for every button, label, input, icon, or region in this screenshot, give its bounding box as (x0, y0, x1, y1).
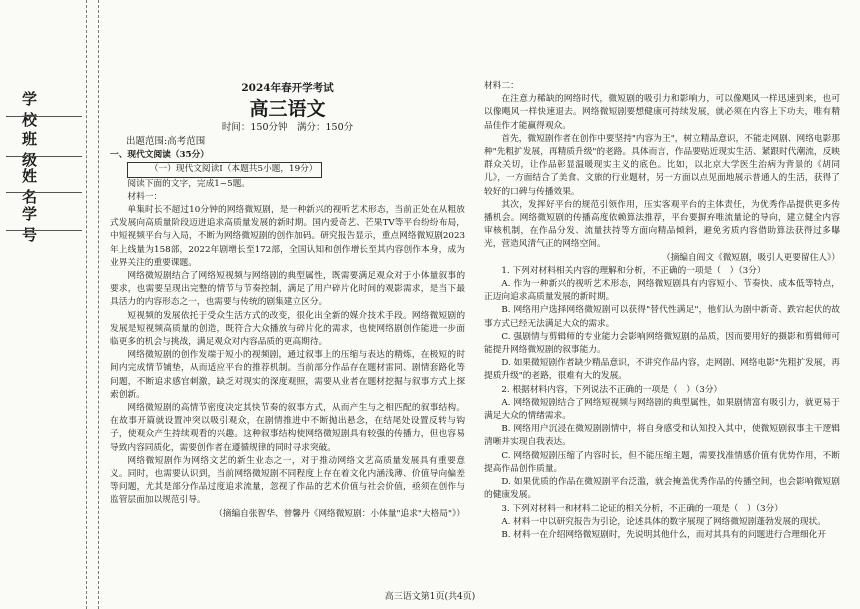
answer-option: B. 网络用户选择网络微短剧可以获得"替代性满足"，他们认为剧中新奇、跌宕起伏的故事方式已经无法满足大众的需求。 (484, 305, 840, 329)
section-heading: 一、现代文阅读（35分） (110, 150, 209, 161)
question-stem: 2. 根据材料内容，下列说法不正确的一项是（ ）（3分） (501, 384, 723, 395)
question-stem: 1. 下列对材料相关内容的理解和分析，不正确的一项是（ ）（3分） (501, 265, 766, 276)
student-id-label: 学 号 (22, 205, 43, 244)
exam-info: 时间：150分钟 满分：150分 (221, 122, 354, 134)
subsection-heading: （一）现代文阅读Ⅰ（本题共5小题，19分） (110, 162, 465, 177)
passage-paragraph: 网络微短剧的高情节密度决定其快节奏的叙事方式，从而产生与之相匹配的叙事结构。在故事开篇就设置冲突以吸引观众，在剧情推进中不断抛出悬念，在结尾处设置反转与钩子，使观众产生持续观看的兴趣。这种叙事结构使网络微短剧具有较强的传播力，但也容易导致内容同质化，需要创作者在遵循规律的同时寻求突破。 (110, 403, 465, 453)
answer-option: A. 作为一种新兴的视听艺术形态，网络微短剧具有内容短小、节奏快、成本低等特点，正迈向追求高质量发展的新时期。 (484, 279, 840, 303)
source-citation: （摘编自张智华、曾馨丹《网络微短剧：小体量"追求"大格局"》） (214, 508, 465, 519)
passage-paragraph: 首先，微短剧作者在创作中要坚持"内容为王"，树立精品意识，不能走网剧、网络电影那种"先粗扩发展，再精质升级"的老路。具体而言，作品要贴近现实生活、紧跟时代潮流，反映群众关切，让作品彰显温暖现实主义的底色。比如，以北京大学医生治病为背景的《胡同儿》，一方面结合了美食、文旅的行业题材，另一方面以点见面地展示普通人的生活，获得了较好的口碑与传播效果。 (484, 133, 840, 197)
exam-scope: 出题范围:高考范围 (126, 136, 206, 148)
name-label: 姓 名 (22, 167, 43, 206)
divider (6, 192, 82, 193)
passage-paragraph: 短视频的发展依托于受众生活方式的改变，很化出全新的媒介技术手段。网络微短剧的发展是短视频高质量的创造，既符合大众播放与碎片化的需求，也使网络剧创作能进一步面临更多的机会与挑战，满足观众对内容品质的更高期待。 (110, 310, 465, 348)
material-label: 材料二： (484, 81, 519, 91)
school-label: 学 校 (22, 90, 43, 129)
binding-line (86, 0, 87, 609)
passage-paragraph: 其次，发挥好平台的规范引领作用，压实客观平台的主体责任，为优秀作品提供更多传播机会。网络微短剧的传播高度依赖算法推荐，平台要摒弃唯流量论的导向，建立健全内容审核机制，在作品分发、流量扶持等方面向精品倾斜，避免劣质内容借助算法获得过多曝光，营造风清气正的网络空间。 (484, 199, 840, 250)
answer-option: B. 材料一在介绍网络微短剧时，先说明其他什么，而对其具有的问题进行合理细化开 (501, 529, 827, 540)
binding-line (98, 0, 99, 609)
answer-option: B. 网络用户沉浸在微短剧剧情中，将自身感受和认知投入其中，使微短剧叙事主干逻辑清晰并实现自我表达。 (484, 424, 840, 448)
answer-option: C. 强剧情与剪辑师的专业能力会影响网络微短剧的品质，因而要用好的摄影和剪辑师可能提升网络微短剧的叙事能力。 (484, 331, 840, 356)
subject-title: 高三语文 (249, 98, 326, 121)
divider (6, 116, 82, 117)
divider (6, 230, 82, 231)
passage-paragraph: 单集时长不超过10分钟的网络微短剧，是一种新兴的视听艺术形态，当前正处在从粗放式发展向高质量阶段迈进追求高质量发展的新时期。国内爱奇艺、芒果TV等平台纷纷布局，中短视频平台与入局，不断为网络微短剧的创作加码。研究报告显示，重点网络微短剧2023年上线量为158部，2022年剧增长至172部，全国认知和创作增长至其内容创作本身，成为业界关注的重要课题。 (110, 205, 465, 268)
page-footer: 高三语文第1页(共4页) (384, 592, 476, 602)
answer-option: D. 如果优质的作品在微短剧平台泛滥，就会掩盖优秀作品的传播空间，也会影响微短剧的健康发展。 (484, 477, 840, 501)
class-label: 班 级 (22, 130, 43, 169)
answer-option: A. 网络微短剧结合了网络短视频与网络剧的典型属性，如果剧情富有吸引力，就更易于满足大众的情绪需求。 (484, 397, 840, 422)
material-label: 材料一： (127, 191, 163, 202)
answer-option: D. 如果微短剧作者缺少精品意识，不讲究作品内容，走网剧、网络电影"先粗扩发展，再提质升级"的老路，很难有大的发展。 (484, 358, 840, 382)
passage-paragraph: 在注意力稀缺的网络时代，微短剧的吸引力和影响力，可以像飓风一样迅速到来，也可以像飓风一样快速退去。网络微短剧要想健康可持续发展，就必须在内容上下功夫，唯有精品佳作才能赢得观众。 (484, 94, 840, 131)
exam-title: 2024年春开学考试 (241, 82, 334, 94)
instruction: 阅读下面的文字，完成1~5题。 (127, 178, 250, 189)
passage-paragraph: 网络微短剧的创作发端于短小的视频剧，通过叙事上的压缩与表达的精炼，在极短的时间内完成情节铺垫，从而适应平台的推荐机制。当前部分作品存在题材雷同、剧情套路化等问题，不断追求感官刺激，缺乏对现实的深度观照，需要从业者在题材挖掘与叙事方式上探索创新。 (110, 350, 465, 400)
divider (6, 156, 82, 157)
question-stem: 3. 下列对材料一和材料二论证的相关分析，不正确的一项是（ ）（3分） (501, 503, 783, 514)
binding-sidebar (0, 0, 90, 609)
right-column (484, 80, 840, 542)
passage-paragraph: 网络微短剧作为网络文艺的新生业态之一，对于推动网络文艺高质量发展具有重要意义。同时，也需要认识到，当前网络微短剧不同程度上存在着文化内涵浅薄、价值导向偏差等问题，尤其是部分作品过度追求流量，忽视了作品的艺术价值与社会价值，亟须在创作与监管层面加以规范引导。 (110, 455, 465, 506)
left-column (110, 0, 465, 521)
passage-paragraph: 网络微短剧结合了网络短视频与网络剧的典型属性，既需要满足观众对于小体量叙事的要求，也需要呈现出完整的情节与节奏控制，满足了用户碎片化时间的观影需求，是当下最具活力的内容形态之一，也需要与传统的剧集建立区分。 (110, 271, 465, 308)
answer-option: C. 网络微短剧压缩了内容时长，但不能压缩主题，需要找准情感价值有优势作用，不断提高作品创作质量。 (484, 450, 840, 474)
answer-option: A. 材料一中以研究报告为引论，论述具体的数字展现了网络微短剧蓬勃发展的现状。 (501, 516, 826, 527)
source-citation: （摘编自阎文《微短剧，吸引人更要留住人》） (661, 252, 840, 263)
